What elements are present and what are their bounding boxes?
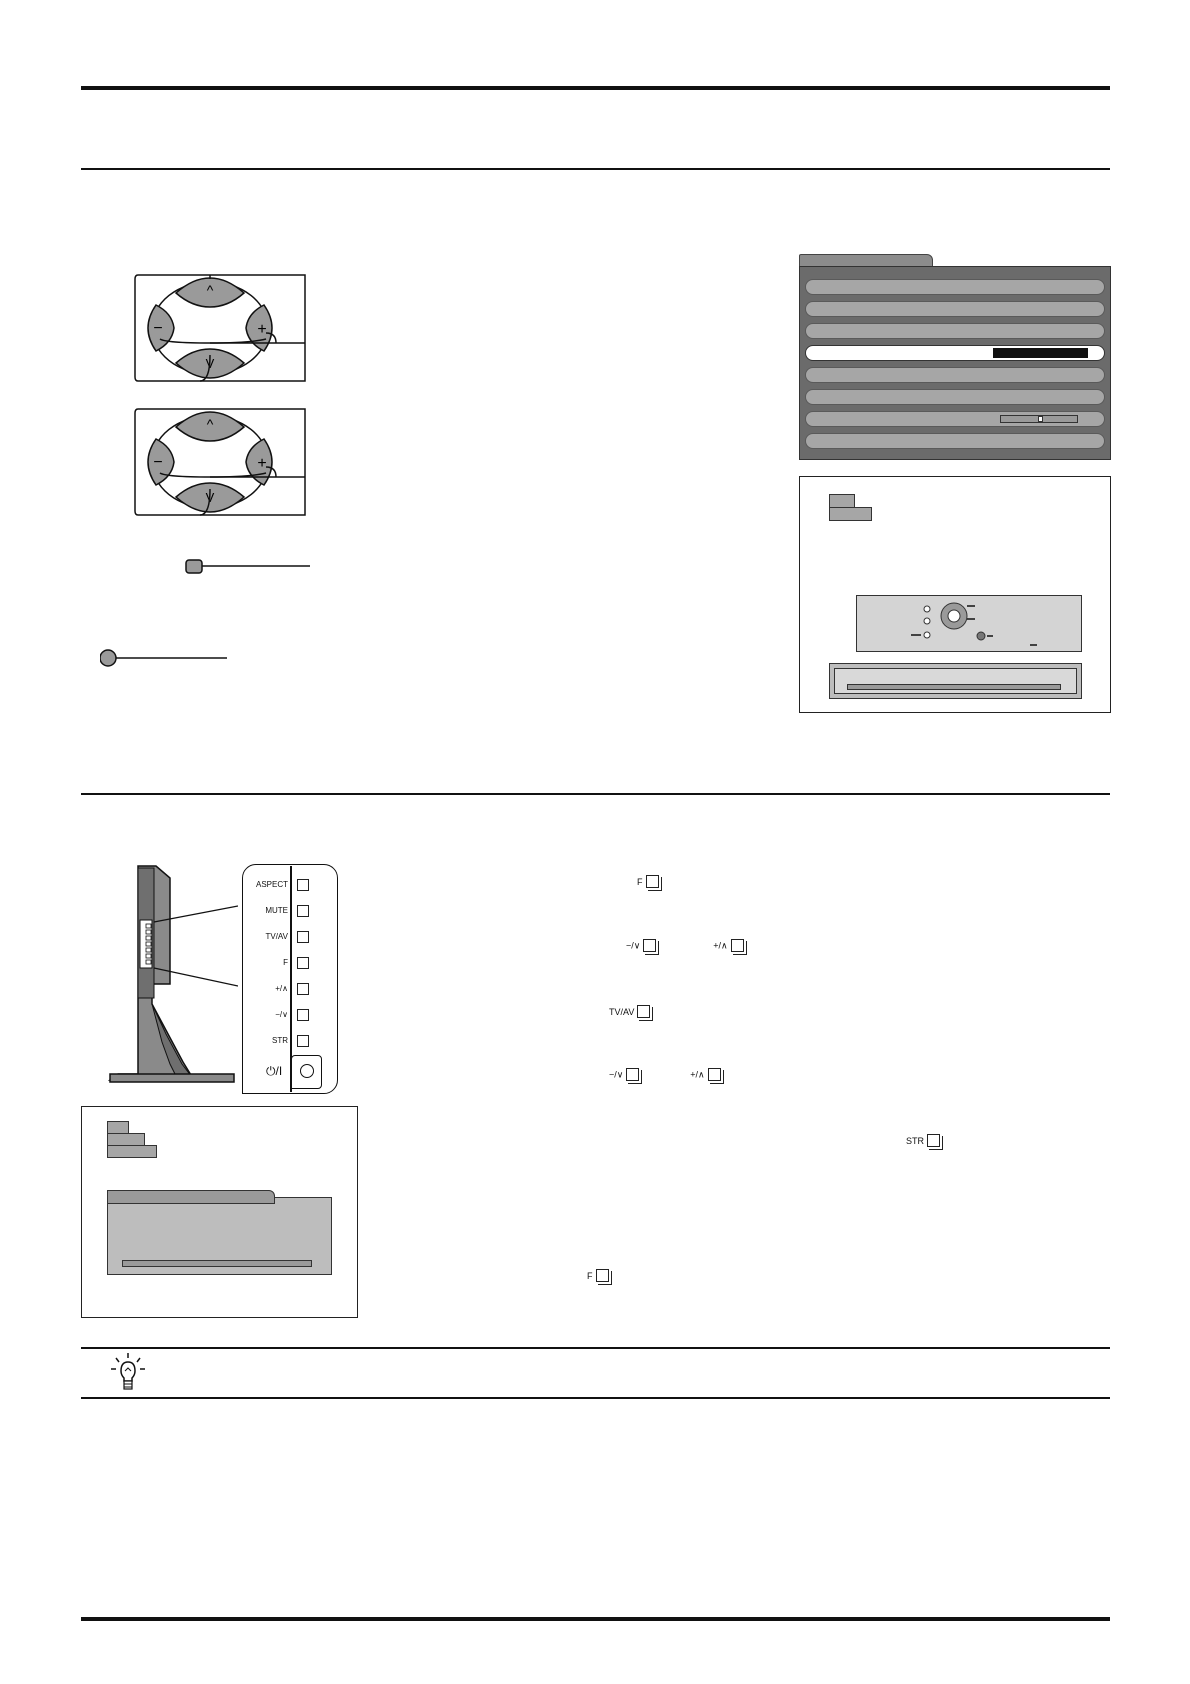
cursor-pad-1 bbox=[135, 275, 305, 381]
menu-key[interactable] bbox=[186, 560, 310, 573]
mute-button[interactable] bbox=[297, 905, 309, 917]
svg-text:V: V bbox=[205, 356, 215, 371]
aspect-button[interactable] bbox=[297, 879, 309, 891]
osd-menu-row-5[interactable] bbox=[805, 367, 1105, 383]
osd-selected-value-bar bbox=[993, 348, 1088, 358]
step1-button-icon bbox=[646, 875, 659, 888]
svg-text:−: − bbox=[153, 454, 163, 471]
note2-screen bbox=[107, 1197, 332, 1275]
step2-keys bbox=[626, 937, 744, 955]
step1-key bbox=[637, 873, 659, 891]
step5-button-icon bbox=[927, 1134, 940, 1147]
svg-text:V: V bbox=[205, 490, 215, 505]
osd-menu-body bbox=[799, 266, 1111, 460]
power-label: ⏻/I bbox=[266, 1064, 283, 1078]
step4-key-a-label: −/∨ bbox=[609, 1069, 624, 1080]
osd-menu-row-3[interactable] bbox=[805, 323, 1105, 339]
f-button[interactable] bbox=[297, 957, 309, 969]
osd-menu-row-8[interactable] bbox=[805, 433, 1105, 449]
step2-button-a-icon bbox=[643, 939, 656, 952]
step5-key bbox=[906, 1132, 940, 1150]
step4-keys bbox=[609, 1066, 721, 1084]
panel-label-f: F bbox=[283, 958, 288, 967]
step5-key-label: STR bbox=[906, 1135, 924, 1146]
cursor-pad-2 bbox=[135, 409, 305, 515]
note2-screen-tab bbox=[107, 1190, 275, 1204]
panel-label-aspect: ASPECT bbox=[255, 880, 288, 889]
mini-remote-svg bbox=[857, 596, 1083, 653]
minus-down-button[interactable] bbox=[297, 1009, 309, 1021]
note-tab-large bbox=[829, 507, 872, 521]
round-key[interactable] bbox=[100, 650, 227, 666]
svg-text:^: ^ bbox=[206, 282, 214, 298]
note-box-panel bbox=[81, 1106, 358, 1318]
remote-cursor-diagram bbox=[100, 255, 330, 675]
tip-rule-bottom bbox=[81, 1397, 1110, 1399]
tv-side-view bbox=[108, 864, 238, 1094]
panel-label-mute: MUTE bbox=[265, 906, 288, 915]
note-screen-box bbox=[829, 663, 1082, 699]
step3-key bbox=[609, 1003, 650, 1021]
note-screen-bar bbox=[847, 684, 1061, 690]
section-rule-2 bbox=[81, 793, 1110, 795]
svg-text:−: − bbox=[153, 320, 163, 337]
osd-menu-row-selected[interactable] bbox=[805, 345, 1105, 361]
note-tab-small bbox=[829, 494, 855, 508]
step3-button-icon bbox=[637, 1005, 650, 1018]
tvav-button[interactable] bbox=[297, 931, 309, 943]
osd-slider-thumb[interactable] bbox=[1038, 416, 1043, 422]
note2-tab-3 bbox=[107, 1145, 157, 1158]
bottom-thick-rule bbox=[81, 1617, 1110, 1621]
step1-key-label: F bbox=[637, 876, 643, 887]
panel-label-minus-down: −/∨ bbox=[275, 1010, 288, 1019]
power-button[interactable] bbox=[300, 1064, 314, 1078]
osd-menu-row-1[interactable] bbox=[805, 279, 1105, 295]
section-rule-1 bbox=[81, 168, 1110, 170]
svg-text:^: ^ bbox=[206, 416, 214, 432]
svg-text:+: + bbox=[257, 321, 267, 338]
osd-menu-row-6[interactable] bbox=[805, 389, 1105, 405]
panel-label-str: STR bbox=[272, 1036, 288, 1045]
note2-screen-bar bbox=[122, 1260, 312, 1267]
step2-key-a-label: −/∨ bbox=[626, 940, 641, 951]
step4-button-b-icon bbox=[708, 1068, 721, 1081]
step6-button-icon bbox=[596, 1269, 609, 1282]
str-button[interactable] bbox=[297, 1035, 309, 1047]
step6-key bbox=[587, 1267, 609, 1285]
mini-remote-diagram bbox=[856, 595, 1082, 652]
step3-key-label: TV/AV bbox=[609, 1006, 635, 1017]
step6-key-label: F bbox=[587, 1270, 593, 1281]
step2-key-b-label: +/∧ bbox=[713, 940, 728, 951]
panel-label-tvav: TV/AV bbox=[265, 932, 288, 941]
note-box-remote bbox=[799, 476, 1111, 713]
note-screen-inner bbox=[834, 668, 1077, 694]
osd-menu-row-7[interactable] bbox=[805, 411, 1105, 427]
step2-button-b-icon bbox=[731, 939, 744, 952]
step4-button-a-icon bbox=[626, 1068, 639, 1081]
osd-menu-row-2[interactable] bbox=[805, 301, 1105, 317]
svg-text:+: + bbox=[257, 455, 267, 472]
osd-slider-track[interactable] bbox=[1000, 415, 1078, 423]
step4-key-b-label: +/∧ bbox=[690, 1069, 705, 1080]
top-thick-rule bbox=[81, 86, 1110, 90]
plus-up-button[interactable] bbox=[297, 983, 309, 995]
panel-label-plus-up: +/∧ bbox=[275, 984, 288, 993]
lightbulb-icon bbox=[108, 1351, 148, 1393]
tip-rule-top bbox=[81, 1347, 1110, 1349]
